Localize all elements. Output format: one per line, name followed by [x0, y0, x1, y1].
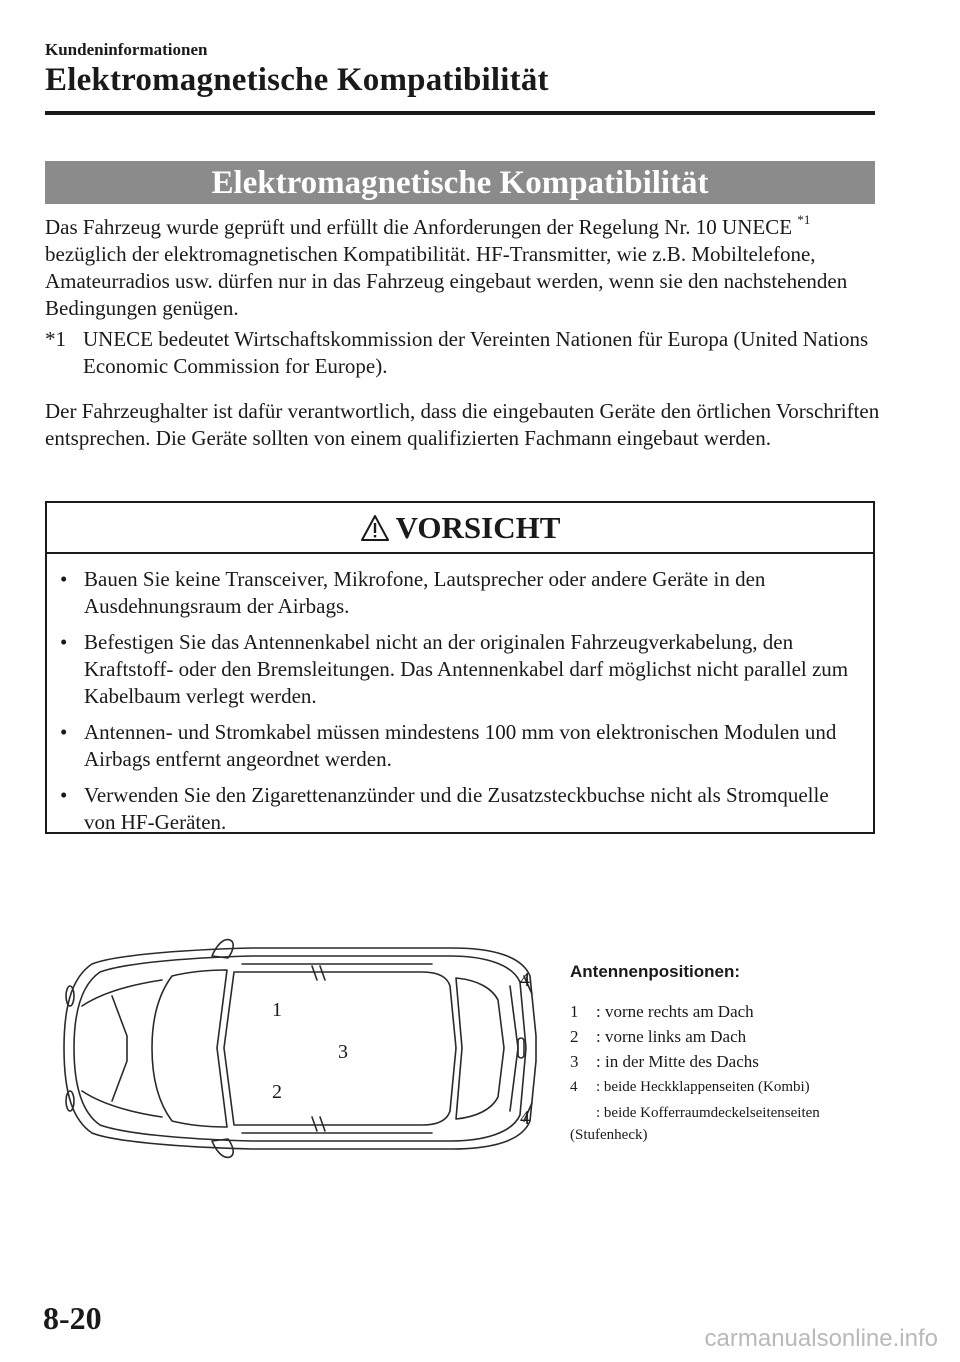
legend-number: 2 — [570, 1027, 579, 1046]
caution-item: • Verwenden Sie den Zigarettenanzünder und die Zusatzsteckbuchse nicht als Stromquelle von HF-Geräten. — [60, 783, 829, 834]
legend-item — [570, 1077, 820, 1097]
legend-text: : beide Heckklappenseiten (Kombi) — [596, 1079, 810, 1095]
watermark: carmanualsonline.info — [704, 1325, 938, 1352]
bullet: • — [60, 567, 68, 591]
intro-paragraph — [45, 214, 885, 322]
antenna-label-1 — [272, 999, 282, 1021]
bullet: • — [60, 783, 68, 807]
footnote — [45, 326, 875, 380]
legend-extra-line: (Stufenheck) — [570, 1127, 648, 1143]
antenna-number: 3 — [338, 1041, 348, 1063]
caution-header — [47, 503, 873, 554]
responsibility-paragraph: Der Fahrzeughalter ist dafür verantwortlich, dass die eingebauten Geräte den örtlichen Vorschriften entsprechen. Die Geräte sollten von einem qualifizierten Fachmann eingebaut werden. — [45, 399, 880, 450]
bullet: • — [60, 720, 68, 744]
legend-number: 1 — [570, 1002, 579, 1021]
caution-title: VORSICHT — [395, 509, 561, 545]
legend-item — [570, 1027, 820, 1047]
footnote-marker: *1 — [45, 327, 66, 351]
legend-sub-text — [570, 1102, 820, 1146]
legend-text: : in der Mitte des Dachs — [596, 1052, 759, 1071]
legend-text: : vorne links am Dach — [596, 1027, 747, 1046]
legend-number: 3 — [570, 1052, 579, 1071]
footnote-text: UNECE bedeutet Wirtschaftskommission der Vereinten Nationen für Europa (United Nations Economic Commission for Europe). — [83, 327, 869, 378]
caution-list — [47, 554, 873, 836]
antenna-number: 4 — [520, 969, 530, 991]
antenna-number: 4 — [520, 1107, 530, 1129]
section-label: Kundeninformationen — [45, 40, 208, 59]
antenna-label-4-top — [520, 969, 530, 991]
antenna-label-2 — [272, 1081, 282, 1103]
legend-title: Antennenpositionen: — [570, 962, 740, 981]
antenna-legend — [570, 962, 820, 1146]
bullet: • — [60, 630, 68, 654]
car-top-view-illustration — [52, 936, 552, 1161]
section-banner: Elektromagnetische Kompatibilität — [45, 161, 875, 204]
page-number: 8-20 — [43, 1300, 102, 1336]
caution-item: • Antennen- und Stromkabel müssen mindestens 100 mm von elektronischen Modulen und Airbags entfernt angeordnet werden. — [60, 720, 837, 771]
page-title: Elektromagnetische Kompatibilität — [45, 62, 549, 98]
antenna-label-4-bottom — [520, 1107, 530, 1129]
antenna-number: 1 — [272, 999, 282, 1021]
antenna-label-3 — [338, 1041, 348, 1063]
legend-item — [570, 1002, 820, 1022]
caution-item: • Bauen Sie keine Transceiver, Mikrofone, Lautsprecher oder andere Geräte in den Ausdehnungsraum der Airbags. — [60, 567, 766, 618]
caution-item: • Befestigen Sie das Antennenkabel nicht an der originalen Fahrzeugverkabelung, den Kraftstoff- oder den Bremsleitungen. Das Antennenkabel darf möglichst nicht parallel zum Kabelbaum verlegt werden. — [60, 630, 849, 708]
antenna-number: 2 — [272, 1081, 282, 1103]
legend-text: : vorne rechts am Dach — [596, 1002, 754, 1021]
header-divider — [45, 111, 875, 115]
legend-extra-line: : beide Kofferraumdeckelseitenseiten — [596, 1105, 820, 1121]
footnote-ref: *1 — [797, 212, 811, 227]
caution-box — [45, 501, 875, 834]
intro-text: Das Fahrzeug wurde geprüft und erfüllt die Anforderungen der Regelung Nr. 10 UNECE — [45, 215, 798, 239]
legend-item — [570, 1052, 820, 1072]
legend-number: 4 — [570, 1079, 578, 1095]
intro-text-continued: bezüglich der elektromagnetischen Kompatibilität. HF-Transmitter, wie z.B. Mobiltelefone, Amateurradios usw. dürfen nur in das Fahrzeug eingebaut werden, wenn sie den nachstehenden Bedingungen genügen. — [45, 242, 848, 320]
warning-triangle-icon — [360, 514, 390, 542]
